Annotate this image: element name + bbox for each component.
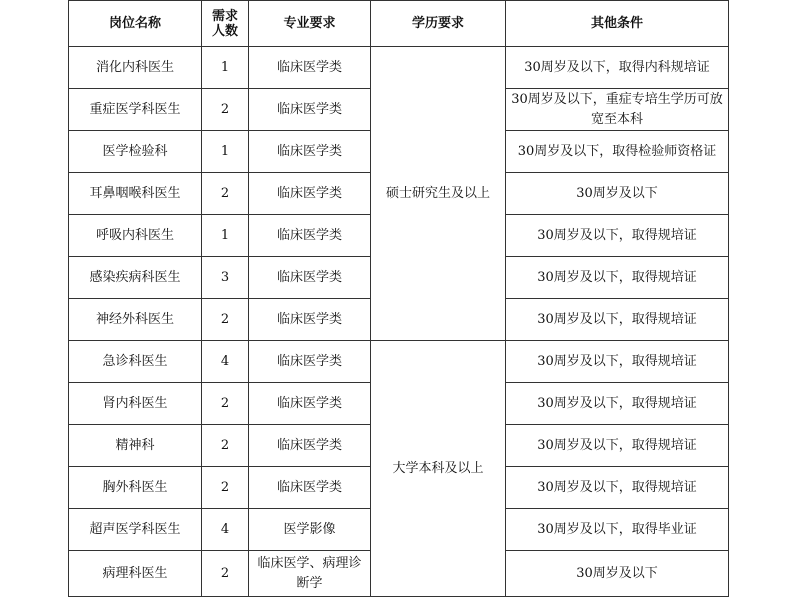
position-cell: 消化内科医生 [69,47,202,89]
other-cell: 30周岁及以下，重症专培生学历可放宽至本科 [506,89,729,131]
major-cell: 临床医学类 [249,173,371,215]
count-cell: 2 [202,383,249,425]
other-cell: 30周岁及以下，取得规培证 [506,383,729,425]
major-cell: 临床医学类 [249,131,371,173]
count-cell: 3 [202,257,249,299]
other-cell: 30周岁及以下，取得规培证 [506,257,729,299]
position-cell: 重症医学科医生 [69,89,202,131]
count-cell: 1 [202,47,249,89]
other-cell: 30周岁及以下，取得检验师资格证 [506,131,729,173]
other-cell: 30周岁及以下，取得内科规培证 [506,47,729,89]
count-cell: 2 [202,299,249,341]
position-cell: 呼吸内科医生 [69,215,202,257]
count-cell: 2 [202,89,249,131]
table-header-row [69,1,729,47]
header-count-line2: 人数 [211,23,238,39]
table-row [69,47,729,89]
other-cell: 30周岁及以下，取得规培证 [506,341,729,383]
position-cell: 感染疾病科医生 [69,257,202,299]
table-body [69,47,729,597]
position-cell: 急诊科医生 [69,341,202,383]
header-major: 专业要求 [249,1,371,47]
position-cell: 医学检验科 [69,131,202,173]
other-cell: 30周岁及以下，取得规培证 [506,215,729,257]
other-cell: 30周岁及以下，取得规培证 [506,299,729,341]
other-cell: 30周岁及以下，取得毕业证 [506,509,729,551]
major-cell: 临床医学类 [249,257,371,299]
position-cell: 精神科 [69,425,202,467]
major-cell: 临床医学类 [249,47,371,89]
position-cell: 超声医学科医生 [69,509,202,551]
position-cell: 病理科医生 [69,551,202,597]
major-cell: 医学影像 [249,509,371,551]
table-row [69,341,729,383]
major-cell: 临床医学类 [249,215,371,257]
position-cell: 肾内科医生 [69,383,202,425]
major-cell: 临床医学类 [249,383,371,425]
education-cell: 硕士研究生及以上 [371,47,506,341]
header-position: 岗位名称 [69,1,202,47]
other-cell: 30周岁及以下 [506,551,729,597]
major-cell: 临床医学类 [249,299,371,341]
header-other: 其他条件 [506,1,729,47]
header-count [202,1,249,47]
other-cell: 30周岁及以下，取得规培证 [506,425,729,467]
major-cell: 临床医学类 [249,89,371,131]
count-cell: 1 [202,131,249,173]
count-cell: 2 [202,173,249,215]
major-cell: 临床医学类 [249,467,371,509]
count-cell: 4 [202,509,249,551]
count-cell: 2 [202,551,249,597]
other-cell: 30周岁及以下 [506,173,729,215]
header-count-line1: 需求 [211,8,238,24]
major-cell: 临床医学、病理诊断学 [249,551,371,597]
other-cell: 30周岁及以下，取得规培证 [506,467,729,509]
recruitment-table [68,0,729,597]
major-cell: 临床医学类 [249,425,371,467]
count-cell: 4 [202,341,249,383]
position-cell: 耳鼻咽喉科医生 [69,173,202,215]
count-cell: 2 [202,425,249,467]
count-cell: 2 [202,467,249,509]
major-cell: 临床医学类 [249,341,371,383]
count-cell: 1 [202,215,249,257]
position-cell: 神经外科医生 [69,299,202,341]
header-education: 学历要求 [371,1,506,47]
education-cell: 大学本科及以上 [371,341,506,597]
position-cell: 胸外科医生 [69,467,202,509]
